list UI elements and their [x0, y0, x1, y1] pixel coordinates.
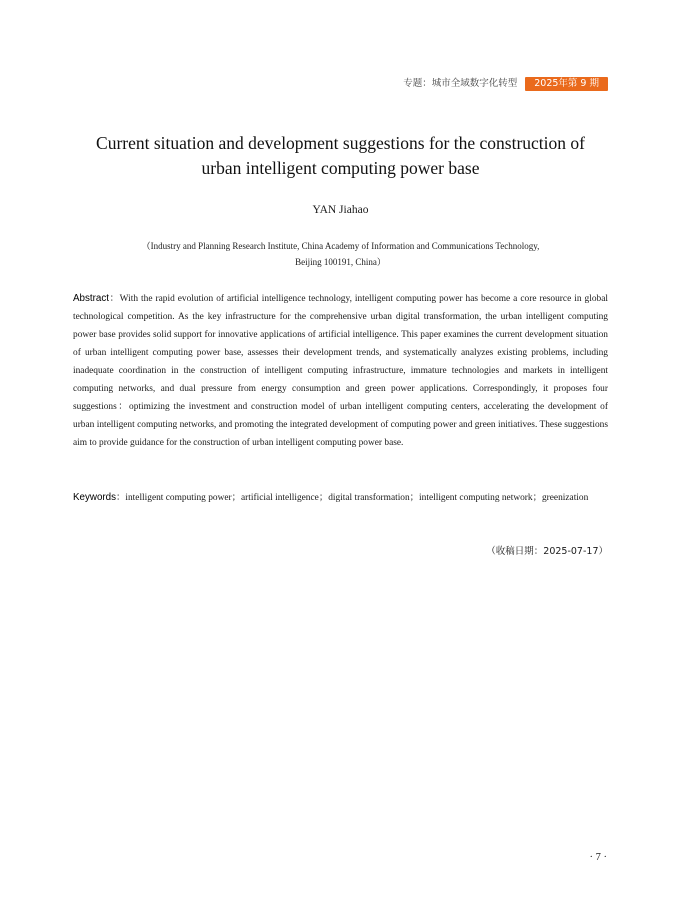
received-date: （收稿日期：2025-07-17） — [486, 546, 608, 557]
title-line-2: urban intelligent computing power base — [201, 158, 480, 178]
issue-badge: 2025年第 9 期 — [525, 77, 608, 91]
keywords-label: Keywords — [73, 492, 117, 503]
title-line-1: Current situation and development suggestions for the construction of — [96, 133, 585, 153]
running-header — [403, 77, 608, 91]
keywords-text: ：intelligent computing power；artificial intelligence；digital transformation；intelligent computing network；greenization — [116, 493, 589, 503]
affiliation-line-1: （Industry and Planning Research Institute, China Academy of Information and Communications Technology, — [141, 241, 540, 251]
keywords — [73, 489, 608, 507]
page-number: · 7 · — [589, 852, 607, 863]
affiliation — [100, 238, 581, 270]
abstract-text: ：With the rapid evolution of artificial intelligence technology, intelligent computing power has become a core resource in global technological competition. As the key infrastructure for the comprehensive urban digital transformation, the urban intelligent computing power base provides solid support for innovative applications of artificial intelligence. This paper examines the current development situation of urban intelligent computing power base, assesses their development trends, and systematically analyzes existing problems, including inadequate coordination in the construction of intelligent computing infrastructure, immature technologies and markets in intelligent computing networks, and dual pressure from energy consumption and green power applications. Correspondingly, it proposes four suggestions：optimizing the investment and construction model of urban intelligent computing centers, accelerating the development of urban intelligent computing networks, and promoting the integrated development of computing power and green initiatives. These suggestions aim to provide guidance for the construction of urban intelligent computing power base. — [73, 294, 608, 448]
abstract-label: Abstract — [73, 293, 109, 304]
affiliation-line-2: Beijing 100191, China） — [295, 257, 386, 267]
abstract — [73, 290, 608, 452]
special-topic-label: 专题：城市全域数字化转型 — [403, 78, 518, 89]
paper-title — [60, 131, 621, 181]
author-name: YAN Jiahao — [312, 204, 369, 216]
